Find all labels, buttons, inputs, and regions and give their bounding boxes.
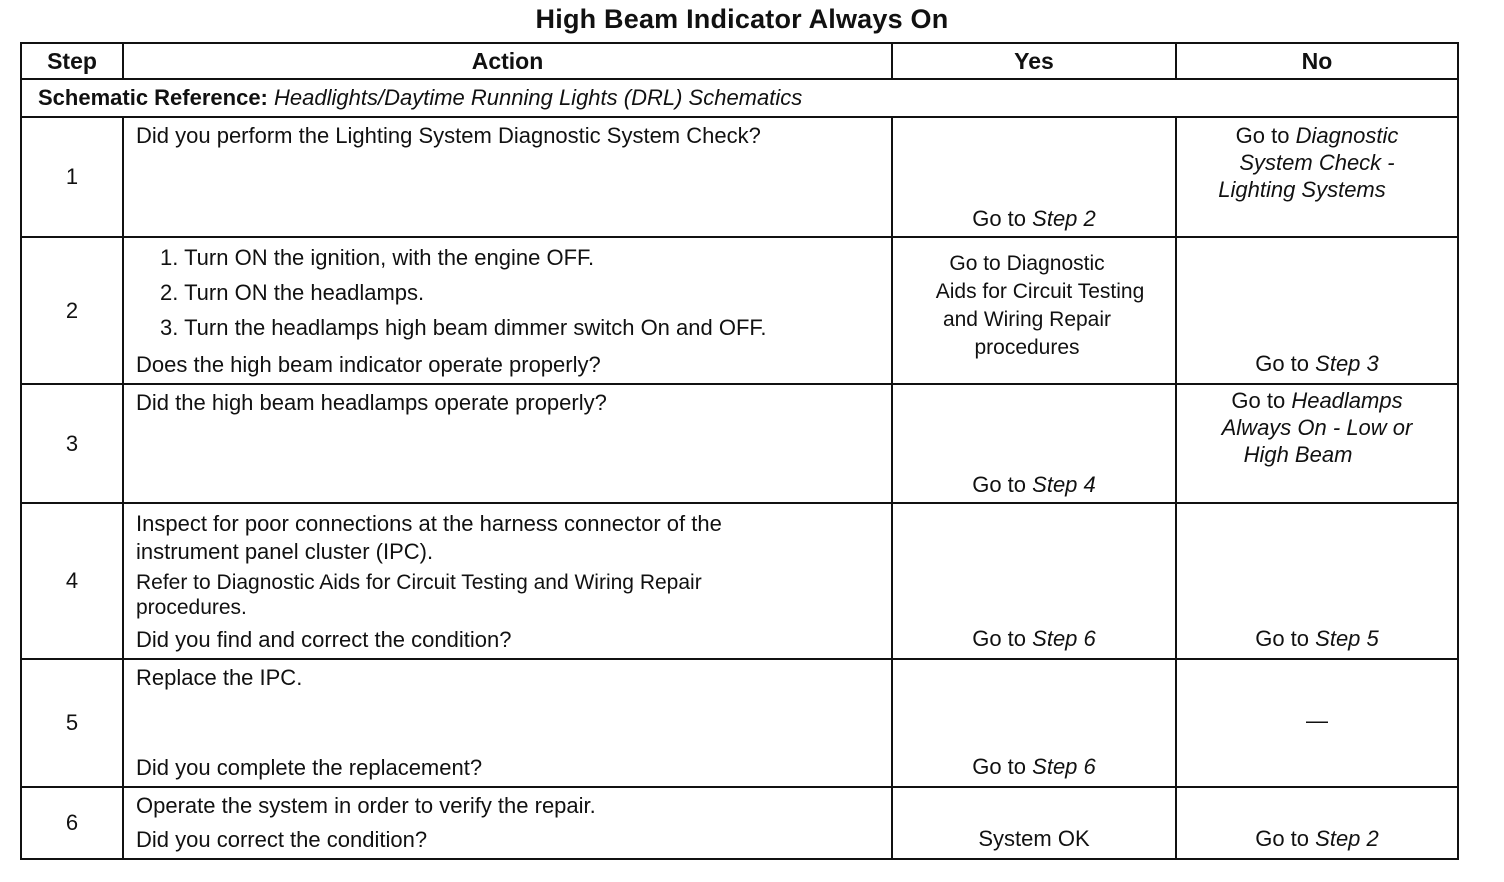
table-row xyxy=(21,384,1458,503)
action-question: Did you complete the replacement? xyxy=(136,754,483,780)
table-row xyxy=(21,787,1458,859)
no-result: Go to Step 5 xyxy=(1255,625,1379,651)
no-result: Go to Headlamps Always On - Low or High Beam xyxy=(1221,388,1413,467)
action-text: Inspect for poor connections at the harness connector of the xyxy=(136,511,722,536)
action-cell xyxy=(123,384,892,503)
no-cell xyxy=(1176,787,1458,859)
schematic-row xyxy=(21,79,1458,117)
action-cell xyxy=(123,117,892,237)
yes-cell xyxy=(892,117,1176,237)
header-action: Action xyxy=(123,43,892,79)
table-row xyxy=(21,503,1458,659)
action-text: Did the high beam headlamps operate properly? xyxy=(136,390,607,415)
yes-cell xyxy=(892,237,1176,384)
action-text: Replace the IPC. xyxy=(136,665,303,690)
step-number: 6 xyxy=(21,787,123,859)
action-text: instrument panel cluster (IPC). xyxy=(136,539,434,564)
page-title: High Beam Indicator Always On xyxy=(535,4,949,34)
table-row xyxy=(21,659,1458,787)
action-cell xyxy=(123,503,892,659)
yes-cell xyxy=(892,503,1176,659)
yes-result: Go to Step 2 xyxy=(972,205,1096,231)
schematic-link: Headlights/Daytime Running Lights (DRL) Schematics xyxy=(274,85,803,110)
no-result: Go to Step 2 xyxy=(1255,825,1379,851)
yes-cell xyxy=(892,659,1176,787)
action-cell xyxy=(123,659,892,787)
header-step: Step xyxy=(21,43,123,79)
yes-cell xyxy=(892,384,1176,503)
step-number: 4 xyxy=(21,503,123,659)
table-row xyxy=(21,237,1458,384)
action-step-item: 3. Turn the headlamps high beam dimmer switch On and OFF. xyxy=(160,315,767,340)
action-question: Does the high beam indicator operate properly? xyxy=(136,351,601,377)
no-cell xyxy=(1176,384,1458,503)
diagnostic-table xyxy=(20,42,1459,860)
step-number: 2 xyxy=(21,237,123,384)
yes-result: Go to Step 6 xyxy=(972,625,1096,651)
schematic-reference xyxy=(21,79,1458,117)
no-result: Go to Step 3 xyxy=(1255,350,1379,376)
step-number: 1 xyxy=(21,117,123,237)
no-result: Go to Diagnostic System Check - Lighting Systems xyxy=(1218,123,1399,202)
action-text: Refer to Diagnostic Aids for Circuit Testing and Wiring Repair xyxy=(136,571,702,594)
yes-result: Go to Step 4 xyxy=(972,471,1096,497)
header-no: No xyxy=(1176,43,1458,79)
header-yes: Yes xyxy=(892,43,1176,79)
action-question: Did you correct the condition? xyxy=(136,826,428,852)
yes-result: Go to Diagnostic Aids for Circuit Testing and Wiring Repair procedures xyxy=(935,252,1145,359)
action-cell xyxy=(123,787,892,859)
header-row xyxy=(21,43,1458,79)
no-cell xyxy=(1176,117,1458,237)
step-number: 5 xyxy=(21,659,123,787)
action-step-item: 1. Turn ON the ignition, with the engine OFF. xyxy=(160,245,595,270)
no-cell xyxy=(1176,237,1458,384)
action-step-item: 2. Turn ON the headlamps. xyxy=(160,280,425,305)
no-cell xyxy=(1176,503,1458,659)
action-cell xyxy=(123,237,892,384)
yes-cell xyxy=(892,787,1176,859)
action-question: Did you find and correct the condition? xyxy=(136,626,512,652)
table-row xyxy=(21,117,1458,237)
yes-result: Go to Step 6 xyxy=(972,753,1096,779)
action-text: Operate the system in order to verify the repair. xyxy=(136,793,596,818)
action-text: procedures. xyxy=(136,596,247,619)
no-result: — xyxy=(1306,708,1328,733)
schematic-label: Schematic Reference: xyxy=(38,85,268,110)
yes-result: System OK xyxy=(978,825,1090,851)
no-cell xyxy=(1176,659,1458,787)
step-number: 3 xyxy=(21,384,123,503)
action-text: Did you perform the Lighting System Diagnostic System Check? xyxy=(136,123,761,148)
